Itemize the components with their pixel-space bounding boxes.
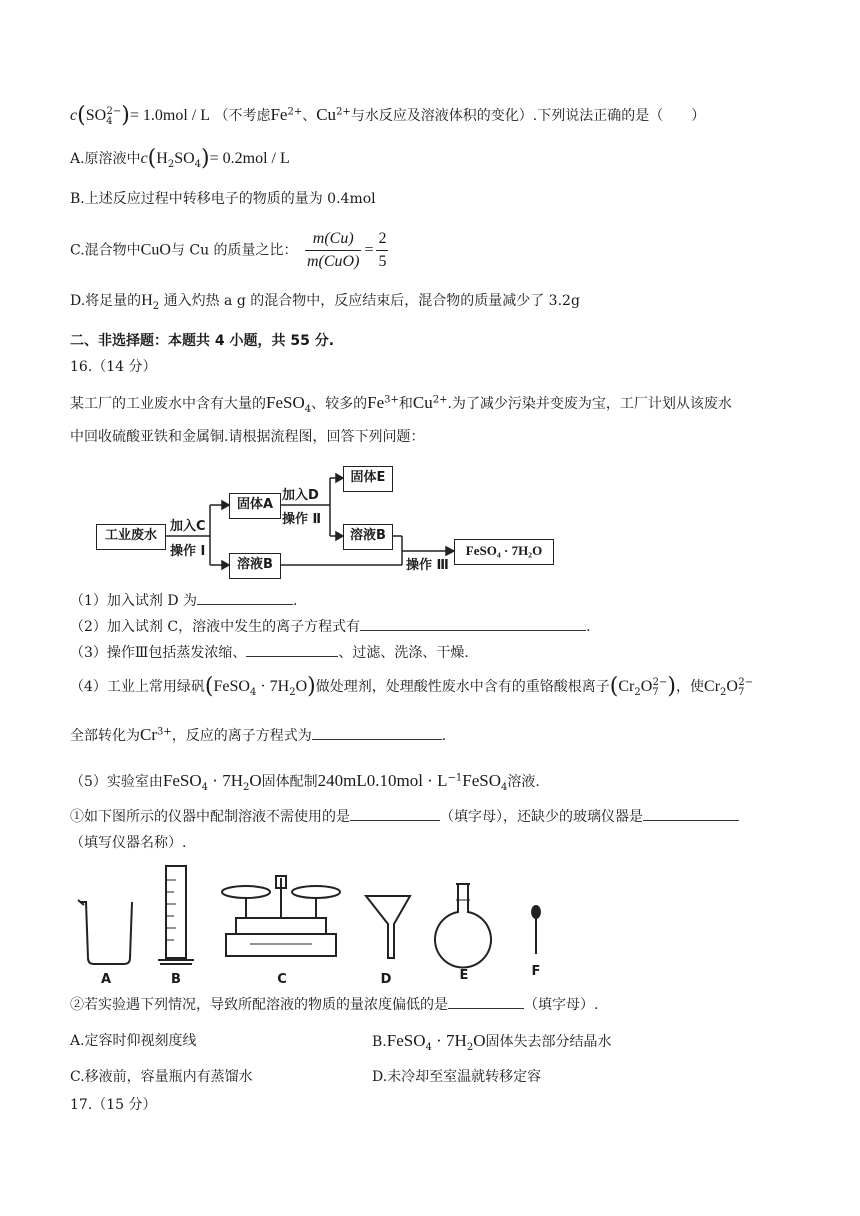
add-d-label: 加入D <box>282 488 319 503</box>
q17-number: 17.（15 分） <box>70 1097 157 1113</box>
q16-part4-line1: （4）工业上常用绿矾(FeSO$_4$ · $7H_2O$)做处理剂，处理酸性废水中含有的重铬酸根离子$(Cr_2O_7^{2-})$，使$Cr_2O_7^{2-}$ <box>70 674 754 699</box>
volumetric-flask-icon <box>435 884 491 968</box>
product-box: FeSO₄ · 7H₂O <box>454 539 554 565</box>
solid-e-box: 固体E <box>343 466 393 492</box>
q16-intro-line2: 中回收硫酸亚铁和金属铜.请根据流程图，回答下列问题： <box>70 429 425 445</box>
funnel-icon <box>366 896 410 958</box>
q16-part3: （3）操作Ⅲ包括蒸发浓缩、 、过滤、洗涤、干燥. <box>70 642 469 664</box>
solution-b-bottom-box: 溶液B <box>229 553 281 579</box>
answer-blank[interactable] <box>312 725 442 740</box>
q16-part4-line2: 全部转化为$Cr^{3+}$，反应的离子方程式为 . <box>70 725 447 744</box>
graduated-cylinder-icon <box>166 866 186 958</box>
answer-blank[interactable] <box>197 590 293 605</box>
mass-ratio-fraction: $\frac{m(Cu)}{\text{m(CuO)}}$ <box>307 230 360 270</box>
q16-number: 16.（14 分） <box>70 359 157 375</box>
instrument-label-a: A <box>100 972 112 987</box>
answer-blank[interactable] <box>360 616 586 631</box>
dropper-icon <box>532 906 540 954</box>
balance-icon <box>222 876 340 956</box>
op2-label: 操作 Ⅱ <box>282 512 322 527</box>
q16-intro-line1: 某工厂的工业废水中含有大量的FeSO$_4$、较多的$Fe^{3+}$和$Cu^{2+}$.为了减少污染并变废为宝，工厂计划从该废水 <box>70 393 732 415</box>
ratio-value-fraction: $\frac{2}{5}$ <box>378 230 387 270</box>
beaker-icon <box>80 902 132 964</box>
add-c-label: 加入C <box>170 519 206 534</box>
instrument-label-e: E <box>459 968 469 983</box>
q16-option-b: B.FeSO$_4$ · $7H_2O$固体失去部分结晶水 <box>372 1031 612 1053</box>
waste-water-box: 工业废水 <box>96 524 166 550</box>
answer-blank[interactable] <box>246 642 338 657</box>
q16-part2: （2）加入试剂 C，溶液中发生的离子方程式有 . <box>70 616 591 638</box>
q16-part1: （1）加入试剂 D 为 . <box>70 590 298 612</box>
q16-part5: （5）实验室由FeSO$_4$ · $7H_2O$固体配制$240mL0.10mol \cdot L^{-1}FeSO_4$溶液. <box>70 771 540 793</box>
section-title: 二、非选择题：本题共 4 小题，共 55 分. <box>70 333 335 349</box>
q16-option-d: D.未冷却至室温就转移定容 <box>372 1069 542 1085</box>
instrument-label-b: B <box>171 972 181 987</box>
q16-part5-1: ①如下图所示的仪器中配制溶液不需使用的是 （填字母），还缺少的玻璃仪器是 <box>70 806 739 828</box>
q15-option-a: A.原溶液中$c(H_2SO_4)= 0.2mol / L$ <box>70 146 290 171</box>
q15-stem-line: $c(SO_4^{2-})= 1.0mol / L$ （不考虑$Fe^{2+}$、$Cu^{2+}$与水反应及溶液体积的变化）.下列说法正确的是（ ） <box>70 103 706 128</box>
op3-label: 操作 Ⅲ <box>406 558 449 573</box>
instrument-label-c: C <box>277 972 287 987</box>
op1-label: 操作 Ⅰ <box>170 544 206 559</box>
q16-part5-2: ②若实验遇下列情况，导致所配溶液的物质的量浓度偏低的是 （填字母）. <box>70 994 598 1016</box>
q15-option-d: D.将足量的$H_2$ 通入灼热 a g 的混合物中，反应结束后，混合物的质量减少了 3.2g <box>70 292 580 312</box>
q16-part5-1-cont: （填写仪器名称）. <box>70 835 187 851</box>
solid-a-box: 固体A <box>229 493 281 519</box>
q16-option-a: A.定容时仰视刻度线 <box>70 1033 197 1049</box>
instrument-label-f: F <box>531 964 541 979</box>
solution-b-top-box: 溶液B <box>343 524 393 550</box>
q16-option-c: C.移液前，容量瓶内有蒸馏水 <box>70 1069 253 1085</box>
q15-option-b: B.上述反应过程中转移电子的物质的量为 0.4mol <box>70 191 376 207</box>
instrument-label-d: D <box>380 972 392 987</box>
answer-blank[interactable] <box>350 806 440 821</box>
q15-option-c: C.混合物中CuO与 Cu 的质量之比： $\frac{m(Cu)}{\text{m(CuO)}}$ = $\frac{2}{5}$ <box>70 228 391 273</box>
answer-blank[interactable] <box>643 806 739 821</box>
answer-blank[interactable] <box>448 994 524 1009</box>
